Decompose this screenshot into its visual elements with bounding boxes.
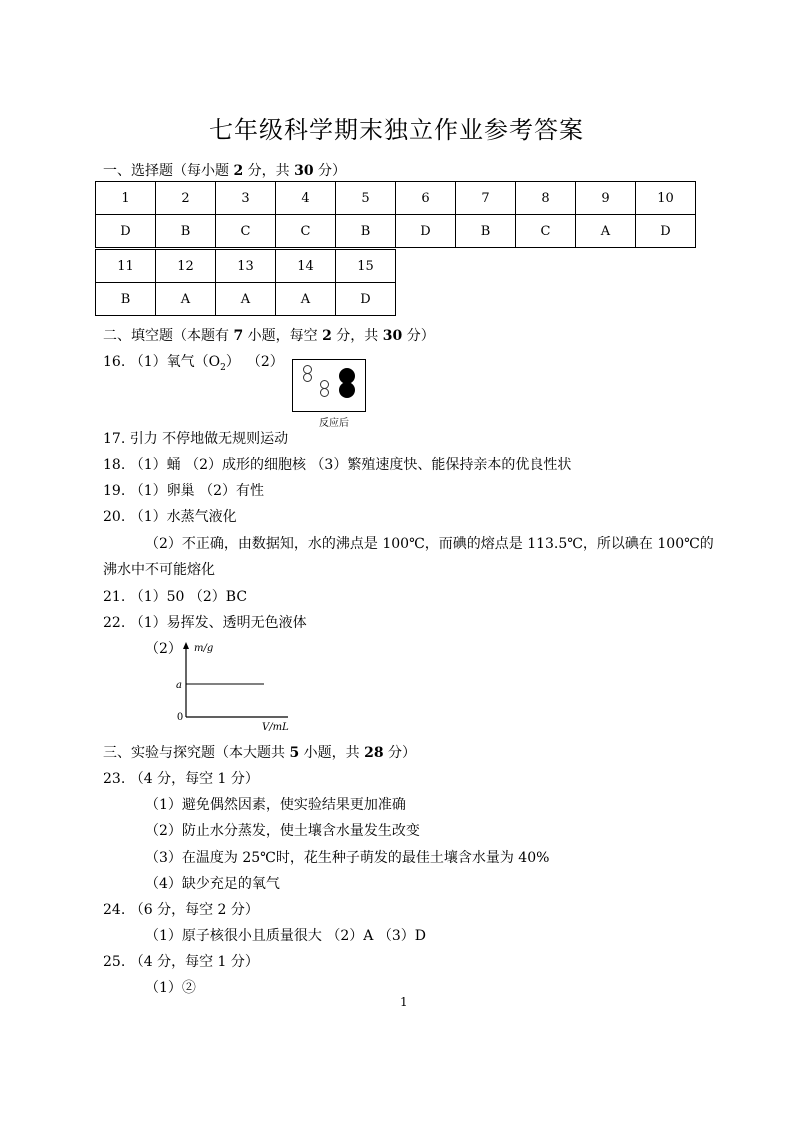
answer-18: 18. （1）蛹 （2）成形的细胞核 （3）繁殖速度快、能保持亲本的优良性状 bbox=[103, 457, 572, 473]
answer-23-header: 23. （4 分，每空 1 分） bbox=[103, 771, 259, 787]
table-cell: 4 bbox=[276, 182, 336, 215]
graph-origin-label: 0 bbox=[176, 712, 184, 723]
table-cell: B bbox=[336, 215, 396, 248]
table-cell: A bbox=[276, 283, 336, 316]
section-3-suffix: 分） bbox=[383, 745, 417, 761]
diagram-caption: 反应后 bbox=[319, 418, 349, 429]
table-row-numbers bbox=[96, 250, 396, 283]
table-cell: D bbox=[396, 215, 456, 248]
section-1-mid: 分，共 bbox=[243, 163, 295, 179]
answer-20-continuation: 沸水中不可能熔化 bbox=[103, 562, 215, 578]
table-cell: A bbox=[216, 283, 276, 316]
answer-23-line-4: （4）缺少充足的氧气 bbox=[145, 876, 280, 892]
answer-20-part2: （2）不正确，由数据知，水的沸点是 100℃，而碘的熔点是 113.5℃，所以碘在 100℃的 bbox=[145, 536, 714, 552]
table-cell: D bbox=[336, 283, 396, 316]
table-cell: C bbox=[276, 215, 336, 248]
section-1-total: 30 bbox=[294, 163, 314, 179]
graph-a-label: a bbox=[176, 680, 182, 691]
section-1-suffix: 分） bbox=[313, 163, 347, 179]
table-cell: 3 bbox=[216, 182, 276, 215]
section-1-heading bbox=[103, 160, 346, 180]
section-2-suffix: 分） bbox=[402, 328, 435, 344]
answer-16-text: 16. （1）氧气（O bbox=[103, 354, 221, 370]
table-cell: 2 bbox=[156, 182, 216, 215]
answer-23-line-3: （3）在温度为 25℃时，花生种子萌发的最佳土壤含水量为 40% bbox=[145, 850, 550, 866]
table-cell: B bbox=[156, 215, 216, 248]
answer-22-part2: （2） bbox=[145, 641, 182, 657]
dark-atom-icon bbox=[339, 382, 355, 398]
section-2-count: 7 bbox=[233, 328, 244, 344]
section-2-total: 30 bbox=[382, 328, 403, 344]
table-cell: D bbox=[96, 215, 156, 248]
section-3-count: 5 bbox=[289, 745, 300, 761]
section-2-mid2: 分，共 bbox=[331, 328, 383, 344]
table-row-numbers bbox=[96, 182, 696, 215]
answer-23-line-2: （2）防止水分蒸发，使土壤含水量发生改变 bbox=[145, 823, 420, 839]
section-2-points: 2 bbox=[322, 328, 332, 344]
answer-17: 17. 引力 不停地做无规则运动 bbox=[103, 431, 289, 447]
answer-table-2 bbox=[95, 249, 396, 316]
graph-x-label: V/mL bbox=[262, 722, 289, 733]
answer-16-part2: （2） bbox=[253, 354, 284, 370]
section-1-prefix: 一、选择题（每小题 bbox=[103, 163, 234, 179]
table-cell: B bbox=[456, 215, 516, 248]
table-cell: 15 bbox=[336, 250, 396, 283]
table-cell: C bbox=[216, 215, 276, 248]
answer-20-part1: 20. （1）水蒸气液化 bbox=[103, 509, 237, 525]
table-row-answers bbox=[96, 215, 696, 248]
table-cell: A bbox=[576, 215, 636, 248]
y-axis-arrow-icon bbox=[183, 642, 189, 649]
table-cell: 13 bbox=[216, 250, 276, 283]
answer-table-1 bbox=[95, 181, 696, 248]
oxygen-atom-icon bbox=[320, 388, 329, 397]
table-cell: 11 bbox=[96, 250, 156, 283]
table-cell: 1 bbox=[96, 182, 156, 215]
table-cell: 8 bbox=[516, 182, 576, 215]
section-3-heading bbox=[103, 742, 416, 762]
page-number: 1 bbox=[400, 995, 408, 1009]
answer-24-header: 24. （6 分，每空 2 分） bbox=[103, 902, 259, 918]
section-3-total: 28 bbox=[364, 745, 384, 761]
table-cell: D bbox=[636, 215, 696, 248]
particle-diagram bbox=[292, 359, 366, 412]
table-cell: A bbox=[156, 283, 216, 316]
answer-24-line-1: （1）原子核很小且质量很大 （2）A （3）D bbox=[145, 928, 426, 944]
table-cell: 12 bbox=[156, 250, 216, 283]
section-3-mid: 小题，共 bbox=[299, 745, 365, 761]
section-2-heading bbox=[103, 325, 435, 345]
table-cell: 7 bbox=[456, 182, 516, 215]
section-3-prefix: 三、实验与探究题（本大题共 bbox=[103, 745, 290, 761]
table-cell: 14 bbox=[276, 250, 336, 283]
table-row-answers bbox=[96, 283, 396, 316]
mass-volume-graph bbox=[170, 638, 310, 733]
table-cell: B bbox=[96, 283, 156, 316]
answer-16 bbox=[103, 351, 284, 373]
table-cell: C bbox=[516, 215, 576, 248]
table-cell: 9 bbox=[576, 182, 636, 215]
table-cell: 6 bbox=[396, 182, 456, 215]
answer-21: 21. （1）50 （2）BC bbox=[103, 589, 248, 605]
oxygen-atom-icon bbox=[303, 373, 312, 382]
answer-25-line-1: （1）② bbox=[145, 980, 196, 996]
answer-22-part1: 22. （1）易挥发、透明无色液体 bbox=[103, 615, 307, 631]
graph-y-label: m/g bbox=[194, 643, 214, 654]
answer-16-close: ） bbox=[225, 354, 240, 370]
section-2-mid1: 小题，每空 bbox=[243, 328, 323, 344]
section-2-prefix: 二、填空题（本题有 bbox=[103, 328, 234, 344]
answer-25-header: 25. （4 分，每空 1 分） bbox=[103, 954, 259, 970]
section-1-points: 2 bbox=[233, 163, 244, 179]
answer-23-line-1: （1）避免偶然因素，使实验结果更加准确 bbox=[145, 797, 406, 813]
answer-19: 19. （1）卵巢 （2）有性 bbox=[103, 483, 264, 499]
page-title: 七年级科学期末独立作业参考答案 bbox=[209, 116, 584, 144]
table-cell: 10 bbox=[636, 182, 696, 215]
answer-16-subscript: 2 bbox=[220, 362, 226, 373]
table-cell: 5 bbox=[336, 182, 396, 215]
